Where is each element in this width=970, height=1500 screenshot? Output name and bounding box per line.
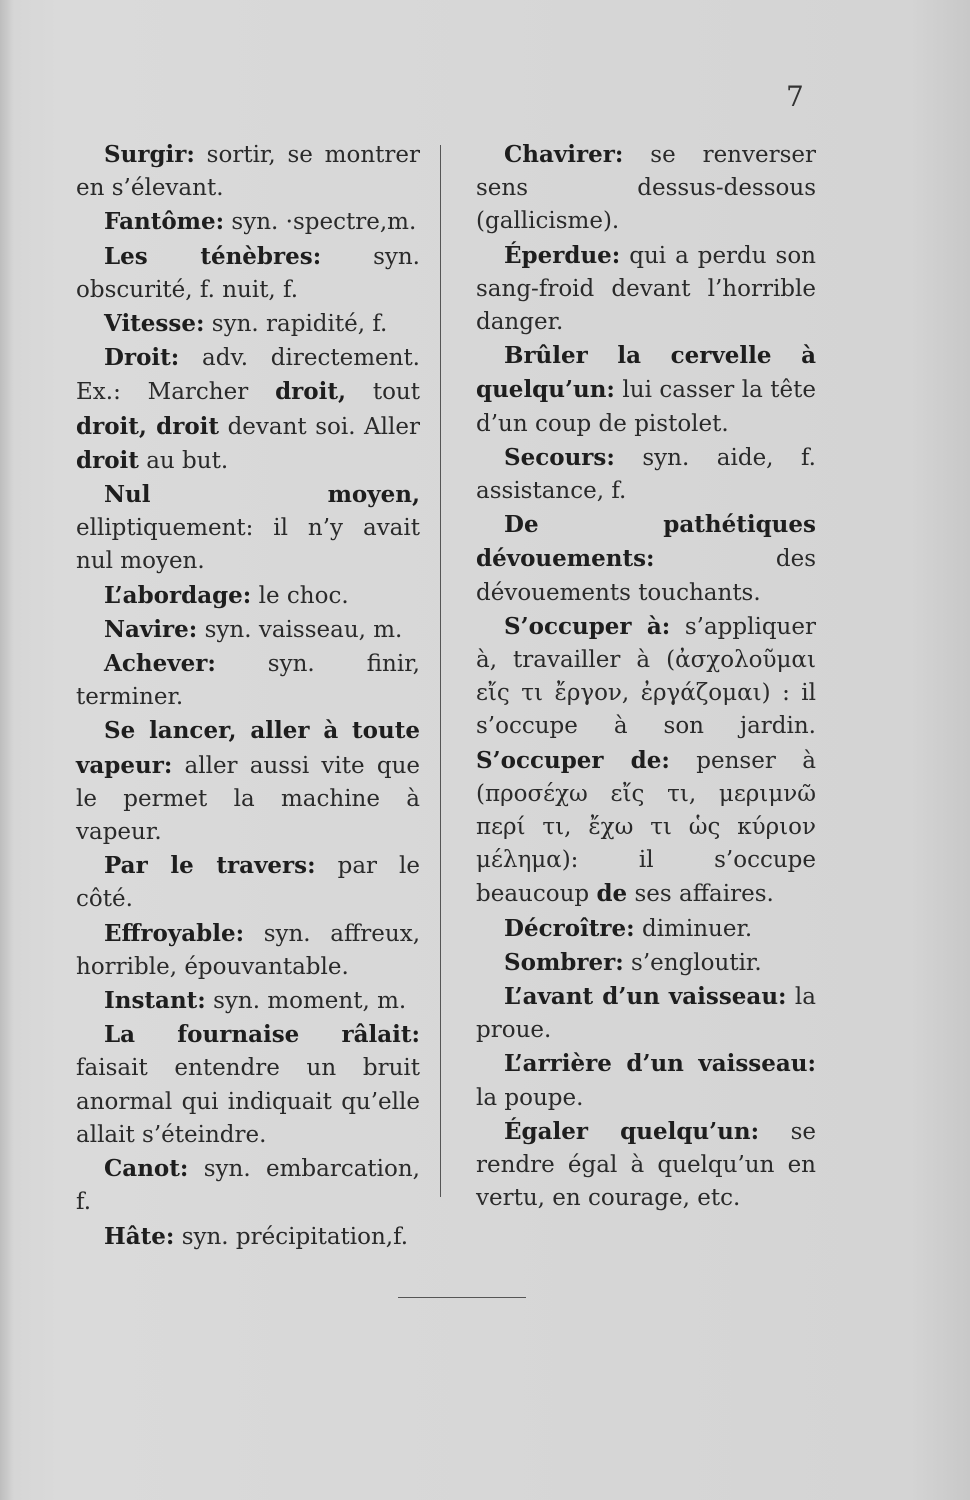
entry-definition: par le côté. — [76, 853, 420, 913]
glossary-entry — [76, 478, 420, 579]
entry-term: S’occuper de: — [476, 746, 670, 774]
glossary-entry — [476, 508, 816, 610]
entry-definition: devant soi. Aller — [219, 413, 420, 440]
entry-definition: adv. directement. Ex.: Marcher — [76, 345, 420, 406]
glossary-entry — [76, 138, 420, 205]
entry-term: L’arrière d’un vaisseau: — [504, 1050, 816, 1078]
entry-term: droit, droit — [76, 412, 220, 440]
entry-term: de — [596, 880, 628, 908]
entry-term: L’avant d’un vaisseau: — [504, 983, 787, 1011]
glossary-entry — [476, 610, 816, 912]
entry-definition: syn. aide, f. assistance, f. — [476, 444, 816, 505]
glossary-entry — [76, 579, 420, 613]
glossary-entry — [476, 912, 816, 946]
page-number: 7 — [786, 80, 804, 113]
entry-term: Sombrer: — [504, 948, 624, 976]
entry-definition: elliptiquement: il n’y avait nul moyen. — [76, 515, 420, 575]
entry-term: Instant: — [104, 987, 206, 1015]
glossary-entry — [476, 1115, 816, 1216]
entry-definition: se renverser sens dessus-dessous (gallicisme). — [476, 142, 816, 235]
entry-term: Égaler quelqu’un: — [504, 1117, 760, 1145]
entry-term: Hâte: — [104, 1222, 175, 1250]
glossary-entry — [476, 946, 816, 980]
entry-term: Canot: — [104, 1155, 189, 1183]
entry-term: Les ténèbres: — [104, 242, 322, 270]
glossary-entry — [76, 984, 420, 1018]
entry-definition: qui a perdu son sang-froid devant l’horrible danger. — [476, 242, 816, 336]
left-column — [76, 138, 420, 1254]
entry-definition: syn. rapidité, f. — [204, 311, 388, 338]
entry-definition: s’appliquer à, travailler à (ἀσχολοῦμαι εἴς τι ἔργον, ἐργάζομαι) : il s’occupe à son jardin. — [476, 613, 816, 740]
glossary-entry — [76, 307, 420, 341]
glossary-entry — [476, 980, 816, 1047]
entry-term: Surgir: — [104, 141, 195, 168]
entry-term: Chavirer: — [504, 141, 624, 168]
entry-term: Navire: — [104, 615, 198, 643]
glossary-entry — [76, 1018, 420, 1152]
entry-definition: au but. — [138, 447, 229, 474]
glossary-entry — [76, 849, 420, 916]
entry-definition: syn. obscurité, f. nuit, f. — [76, 243, 420, 303]
bottom-rule — [398, 1297, 526, 1298]
glossary-entry — [76, 1152, 420, 1219]
glossary-entry — [76, 341, 420, 478]
entry-definition: s’engloutir. — [623, 949, 762, 976]
entry-term: Fantôme: — [104, 208, 225, 236]
entry-definition: se rendre égal à quelqu’un en vertu, en courage, etc. — [476, 1118, 816, 1212]
entry-term: Décroître: — [504, 914, 635, 942]
entry-definition: ses affaires. — [627, 881, 774, 908]
entry-term: S’occuper à: — [504, 612, 671, 640]
entry-definition: sortir, se montrer en s’élevant. — [76, 142, 420, 202]
glossary-entry — [76, 240, 420, 307]
entry-definition: aller aussi vite que le permet la machine à vapeur. — [76, 752, 420, 846]
entry-definition: syn. ·spectre,m. — [224, 209, 417, 236]
entry-definition: la poupe. — [476, 1084, 584, 1111]
entry-term: droit, — [275, 378, 346, 406]
entry-term: De pathétiques dévouements: — [476, 511, 816, 573]
entry-definition: penser à (προσέχω εἴς τι, μεριμνῶ περί τι, ἔχω τι ὡς κύριον μέλημα): il s’occupe beaucoup — [476, 747, 816, 908]
entry-definition: tout — [346, 379, 420, 406]
entry-term: Brûler la cervelle à quelqu’un: — [476, 342, 816, 404]
entry-definition: des dévouements touchants. — [476, 546, 816, 606]
entry-definition: diminuer. — [634, 915, 753, 942]
entry-term: L’abordage: — [104, 581, 252, 609]
entry-definition: la proue. — [476, 984, 816, 1044]
entry-definition: syn. affreux, horrible, épouvantable. — [76, 920, 420, 980]
glossary-entry — [476, 138, 816, 239]
column-divider — [440, 145, 441, 1197]
entry-term: droit — [76, 446, 139, 474]
entry-definition: lui casser la tête d’un coup de pistolet. — [476, 377, 816, 437]
entry-term: Se lancer, aller à toute vapeur: — [76, 717, 420, 779]
entry-definition: faisait entendre un bruit anormal qui indiquait qu’elle allait s’éteindre. — [76, 1055, 420, 1148]
glossary-entry — [76, 205, 420, 239]
glossary-entry — [76, 714, 420, 849]
right-column — [476, 138, 816, 1216]
glossary-entry — [76, 613, 420, 647]
entry-term: Secours: — [504, 443, 615, 471]
entry-term: Éperdue: — [504, 241, 621, 269]
entry-term: Droit: — [104, 344, 180, 372]
entry-definition: syn. vaisseau, m. — [197, 616, 403, 643]
entry-definition: syn. moment, m. — [205, 988, 407, 1015]
entry-term: Effroyable: — [104, 919, 245, 947]
glossary-entry — [476, 239, 816, 340]
entry-definition: syn. embarcation, f. — [76, 1156, 420, 1216]
entry-term: Par le travers: — [104, 852, 316, 880]
glossary-entry — [476, 441, 816, 508]
entry-definition: syn. finir, terminer. — [76, 651, 420, 711]
glossary-entry — [476, 1047, 816, 1114]
entry-definition: le choc. — [251, 582, 349, 609]
entry-term: Achever: — [104, 650, 216, 678]
entry-term: Vitesse: — [104, 310, 205, 338]
entry-term: La fournaise râlait: — [104, 1021, 420, 1049]
entry-definition: syn. précipitation,f. — [174, 1223, 409, 1250]
entry-term: Nul moyen, — [104, 481, 420, 509]
glossary-entry — [476, 339, 816, 441]
glossary-entry — [76, 647, 420, 714]
glossary-entry — [76, 1220, 420, 1254]
glossary-entry — [76, 917, 420, 984]
